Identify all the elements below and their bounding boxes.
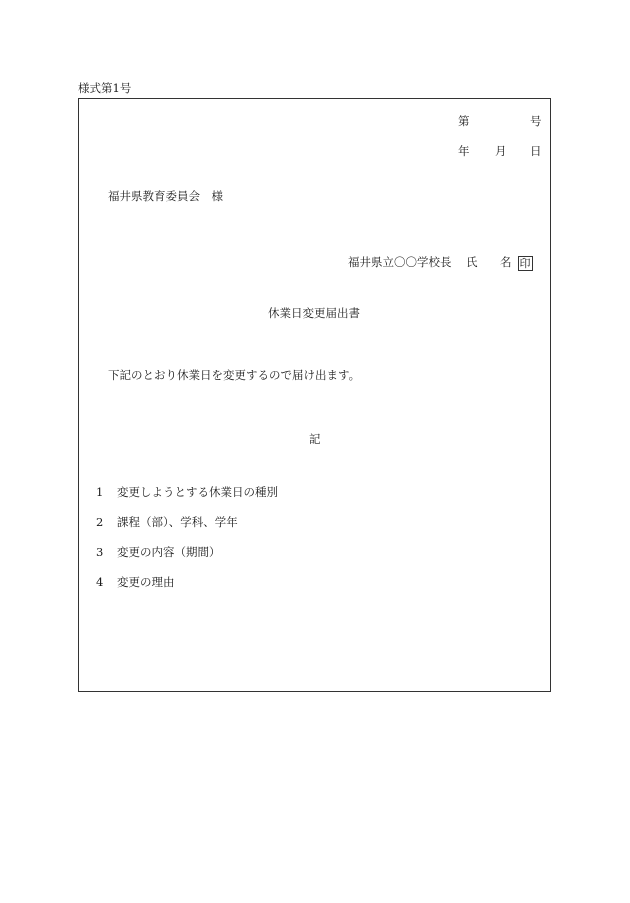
form-frame [78, 98, 551, 692]
item-text: 変更の内容（期間） [116, 545, 221, 559]
list-item [96, 487, 278, 499]
body-text: 下記のとおり休業日を変更するので届け出ます。 [108, 368, 361, 382]
number-suffix: 号 [530, 114, 542, 128]
date-month: 月 [495, 144, 507, 158]
sender-name-label-1: 氏 [466, 255, 478, 269]
sender-name-label-2: 名 印 [500, 255, 531, 270]
item-number: 1 [96, 485, 104, 499]
date-day: 日 [530, 144, 542, 158]
addressee: 福井県教育委員会 様 [108, 189, 223, 203]
item-text: 変更の理由 [116, 575, 175, 589]
ki-label: 記 [309, 432, 321, 446]
item-number: 2 [96, 515, 104, 529]
sender-school: 福井県立〇〇学校長 [348, 255, 452, 269]
document-title: 休業日変更届出書 [268, 306, 360, 320]
list-item [96, 547, 220, 559]
item-text: 課程（部）、学科、学年 [116, 515, 238, 529]
number-prefix: 第 [458, 114, 470, 128]
item-text: 変更しようとする休業日の種別 [116, 485, 278, 499]
item-number: 3 [96, 545, 104, 559]
date-year: 年 [458, 144, 470, 158]
list-item [96, 517, 238, 529]
seal-mark: 印 [519, 257, 531, 270]
item-number: 4 [96, 575, 104, 589]
form-number-label: 様式第1号 [78, 81, 132, 95]
list-item [96, 577, 174, 589]
